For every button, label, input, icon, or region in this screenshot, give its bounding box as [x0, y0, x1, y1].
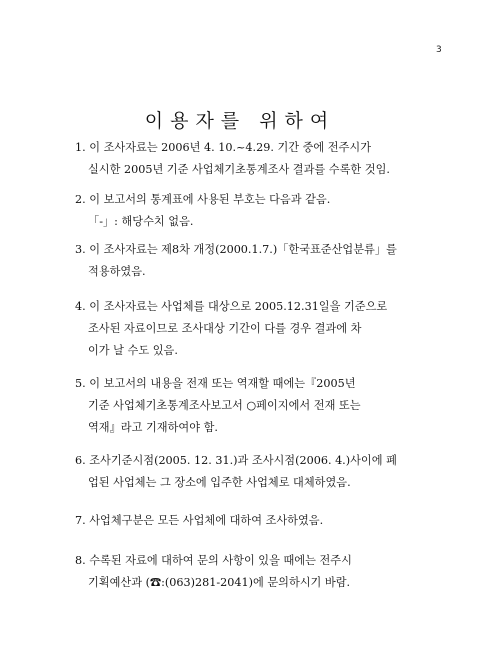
note-item-5 [75, 373, 435, 439]
note-line: 8. 수록된 자료에 대하여 문의 사항이 있을 때에는 전주시 [75, 554, 352, 567]
note-item-4 [75, 296, 435, 362]
note-line: 1. 이 조사자료는 2006년 4. 10.~4.29. 기간 중에 전주시가 [75, 141, 372, 154]
note-line: 조사된 자료이므로 조사대상 기간이 다를 경우 결과에 차 [88, 322, 362, 335]
note-line: 「-」: 해당수치 없음. [88, 215, 194, 228]
note-line: 이가 날 수도 있음. [88, 344, 178, 357]
note-line: 5. 이 보고서의 내용을 전재 또는 역재할 때에는『2005년 [75, 377, 356, 390]
note-line: 3. 이 조사자료는 제8차 개정(2000.1.7.)「한국표준산업분류」를 [75, 243, 397, 256]
note-item-6 [75, 450, 435, 494]
note-line: 업된 사업체는 그 장소에 입주한 사업체로 대체하였음. [88, 476, 351, 489]
note-item-1 [75, 137, 435, 181]
note-line: 4. 이 조사자료는 사업체를 대상으로 2005.12.31일을 기준으로 [75, 300, 388, 313]
note-item-7 [75, 510, 435, 532]
note-item-2 [75, 189, 435, 233]
note-line: 기획예산과 (☎:(063)281-2041)에 문의하시기 바람. [88, 576, 351, 589]
note-item-8 [75, 550, 435, 594]
note-line: 기준 사업체기초통계조사보고서 ○페이지에서 전재 또는 [88, 399, 361, 412]
note-line: 적용하였음. [88, 265, 146, 278]
page-number: 3 [436, 45, 442, 55]
page-title: 이용자를 위하여 [144, 109, 336, 132]
note-line: 6. 조사기준시점(2005. 12. 31.)과 조사시점(2006. 4.)사이에 폐 [75, 454, 397, 467]
note-line: 역재』라고 기재하여야 함. [88, 421, 218, 434]
note-line: 7. 사업체구분은 모든 사업체에 대하여 조사하였음. [75, 514, 324, 527]
note-line: 실시한 2005년 기준 사업체기초통계조사 결과를 수록한 것임. [88, 163, 390, 176]
note-item-3 [75, 239, 435, 283]
note-line: 2. 이 보고서의 통계표에 사용된 부호는 다음과 같음. [75, 193, 331, 206]
